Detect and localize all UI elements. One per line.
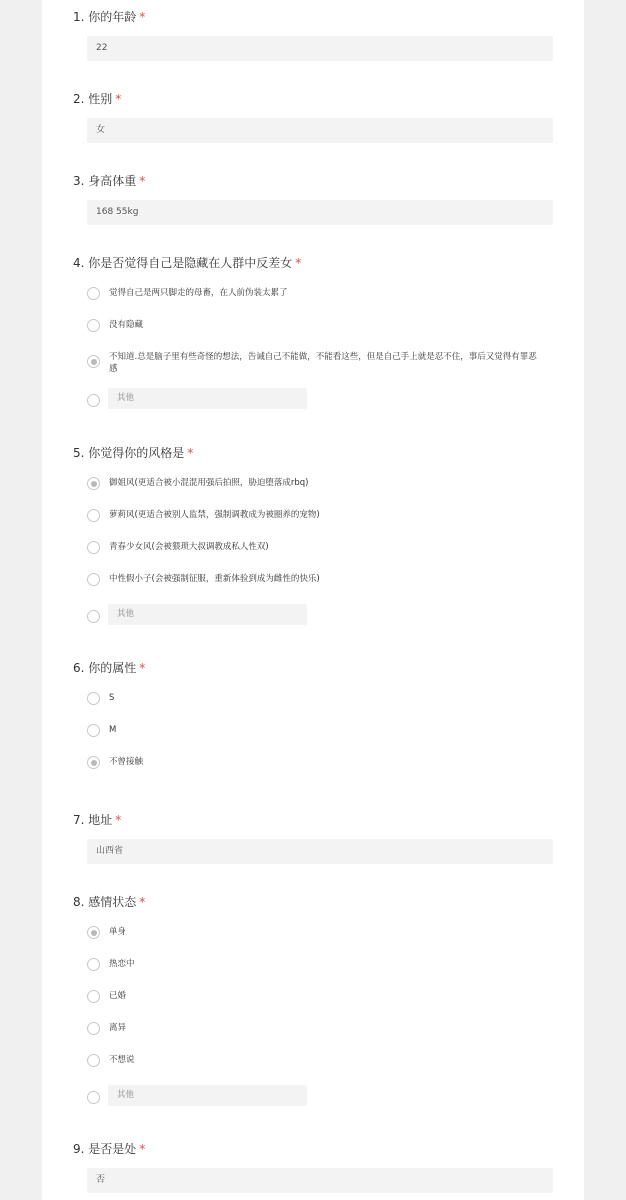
radio-button[interactable] (87, 541, 100, 554)
other-input[interactable] (108, 1085, 307, 1106)
question-text: 你是否觉得自己是隐藏在人群中反差女 (88, 256, 293, 270)
radio-button-checked[interactable] (87, 756, 100, 769)
option-label: S (109, 693, 115, 703)
required-marker: * (115, 813, 122, 827)
required-marker: * (115, 92, 122, 106)
required-marker: * (139, 1142, 146, 1156)
required-marker: * (139, 10, 146, 24)
radio-button[interactable] (87, 509, 100, 522)
other-input[interactable] (108, 604, 307, 625)
option-label: 不知道.总是脑子里有些奇怪的想法，告诫自己不能做，不能看这些，但是自己手上就是忍不住，事后又觉得有罪恶感 (109, 352, 537, 374)
answer-field[interactable] (87, 200, 553, 225)
question-title (73, 9, 145, 25)
radio-button[interactable] (87, 610, 100, 623)
option-label: 不想说 (109, 1055, 135, 1065)
survey-sheet (42, 0, 584, 1200)
answer-field[interactable] (87, 118, 553, 143)
question-title (73, 1141, 145, 1157)
option-label: 离异 (109, 1023, 127, 1033)
radio-button[interactable] (87, 1091, 100, 1104)
question-text: 感情状态 (88, 895, 137, 909)
option-label: 青春少女风(会被猥琐大叔调教成私人性双) (109, 542, 269, 552)
option-label: 觉得自己是两只脚走的母畜，在人前伪装太累了 (109, 288, 288, 298)
option-label: 热恋中 (109, 959, 135, 969)
option-label: 不曾接触 (109, 757, 144, 767)
answer-value: 山西省 (96, 846, 124, 856)
option-label: 御姐风(更适合被小混混用强后拍照，胁迫堕落成rbq) (109, 478, 309, 488)
radio-button-checked[interactable] (87, 926, 100, 939)
answer-value: 否 (96, 1175, 106, 1185)
other-input[interactable] (108, 388, 307, 409)
required-marker: * (139, 895, 146, 909)
radio-button-checked[interactable] (87, 477, 100, 490)
radio-button[interactable] (87, 319, 100, 332)
question-title (73, 255, 301, 271)
required-marker: * (139, 174, 146, 188)
option-label: 单身 (109, 927, 127, 937)
radio-button[interactable] (87, 287, 100, 300)
radio-button[interactable] (87, 1022, 100, 1035)
question-number: 2. (73, 92, 85, 106)
answer-field[interactable] (87, 1168, 553, 1193)
other-placeholder: 其他 (117, 609, 135, 619)
question-number: 5. (73, 446, 85, 460)
question-title (73, 812, 121, 828)
option-label: 已婚 (109, 991, 127, 1001)
radio-button[interactable] (87, 692, 100, 705)
other-placeholder: 其他 (117, 393, 135, 403)
question-number: 3. (73, 174, 85, 188)
question-title (73, 91, 121, 107)
radio-button-checked[interactable] (87, 355, 100, 368)
question-number: 6. (73, 661, 85, 675)
question-text: 你的属性 (88, 661, 137, 675)
radio-button[interactable] (87, 958, 100, 971)
radio-button[interactable] (87, 724, 100, 737)
option-label: 中性假小子(会被强制征服，重新体验到成为雌性的快乐) (109, 574, 320, 584)
option-label: M (109, 725, 117, 735)
question-text: 地址 (88, 813, 113, 827)
answer-field[interactable] (87, 36, 553, 61)
required-marker: * (139, 661, 146, 675)
required-marker: * (187, 446, 194, 460)
required-marker: * (295, 256, 302, 270)
answer-value: 22 (96, 43, 108, 53)
question-number: 4. (73, 256, 85, 270)
radio-button[interactable] (87, 990, 100, 1003)
question-text: 你的年龄 (88, 10, 137, 24)
option-label: 没有隐藏 (109, 320, 144, 330)
other-placeholder: 其他 (117, 1090, 135, 1100)
question-title (73, 894, 145, 910)
question-text: 你觉得你的风格是 (88, 446, 185, 460)
question-number: 8. (73, 895, 85, 909)
question-number: 9. (73, 1142, 85, 1156)
question-number: 1. (73, 10, 85, 24)
radio-button[interactable] (87, 394, 100, 407)
question-text: 是否是处 (88, 1142, 137, 1156)
question-text: 性别 (88, 92, 113, 106)
answer-value: 女 (96, 125, 106, 135)
option-label: 萝莉风(更适合被别人监禁，强制调教成为被圈养的宠物) (109, 510, 320, 520)
question-text: 身高体重 (88, 174, 137, 188)
radio-button[interactable] (87, 573, 100, 586)
answer-field[interactable] (87, 839, 553, 864)
question-title (73, 173, 145, 189)
question-number: 7. (73, 813, 85, 827)
question-title (73, 660, 145, 676)
radio-button[interactable] (87, 1054, 100, 1067)
answer-value: 168 55kg (96, 207, 139, 217)
question-title (73, 445, 193, 461)
